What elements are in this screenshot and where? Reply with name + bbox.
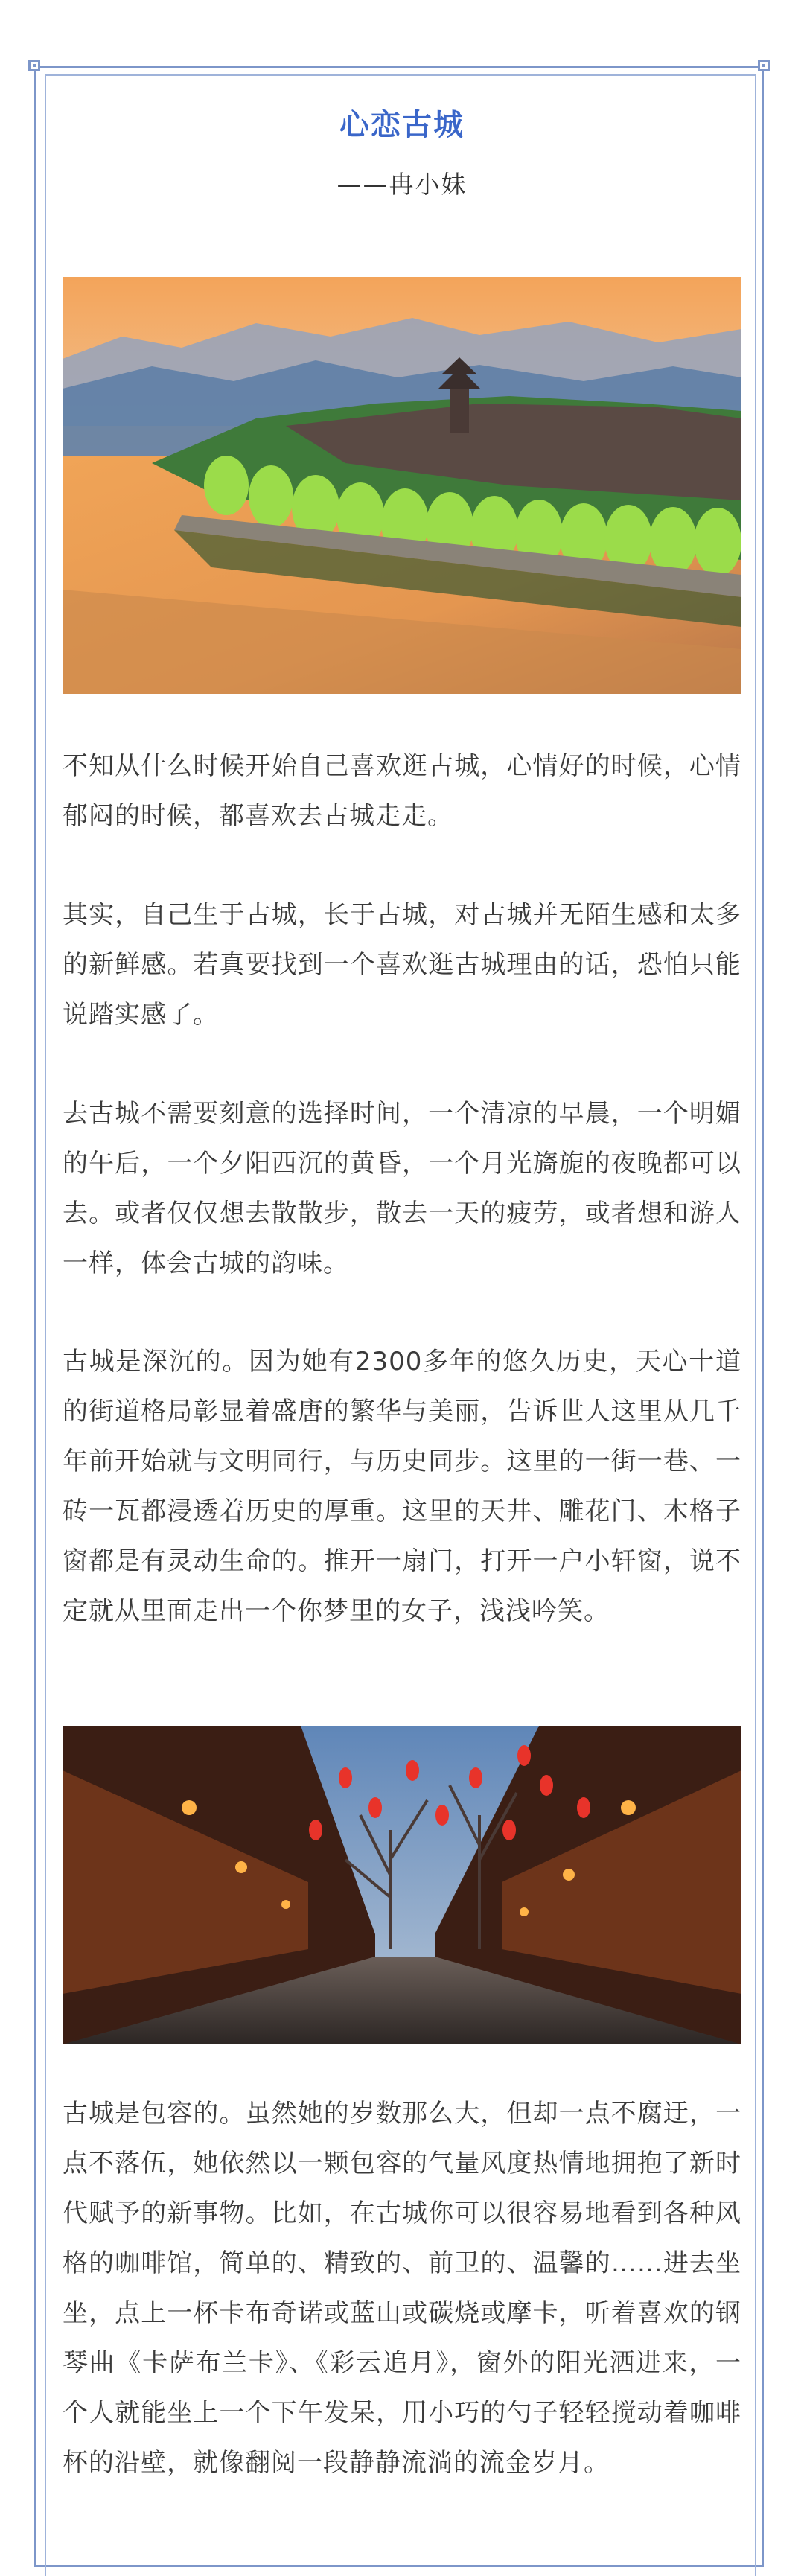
frame-corner-ornament [28, 60, 40, 71]
paragraph: 古城是深沉的。因为她有2300多年的悠久历史，天心十道的街道格局彰显着盛唐的繁华与美丽，告诉世人这里从几千年前开始就与文明同行，与历史同步。这里的一街一巷、一砖一瓦都浸透着历史的厚重。这里的天井、雕花门、木格子窗都是有灵动生命的。推开一扇门，打开一户小轩窗，说不定就从里面走出一个你梦里的女子，浅浅吟笑。 [63, 1347, 741, 1626]
ancient-town-riverside-photo [63, 277, 741, 694]
paragraph: 去古城不需要刻意的选择时间，一个清凉的早晨，一个明媚的午后，一个夕阳西沉的黄昏，一个月光旖旎的夜晚都可以去。或者仅仅想去散散步，散去一天的疲劳，或者想和游人一样，体会古城的韵味。 [63, 1099, 741, 1278]
article-title: 心恋古城 [339, 108, 465, 142]
paragraph: 古城是包容的。虽然她的岁数那么大，但却一点不腐迂，一点不落伍，她依然以一颗包容的气量风度热情地拥抱了新时代赋予的新事物。比如，在古城你可以很容易地看到各种风格的咖啡馆，简单的、精致的、前卫的、温馨的……进去坐坐，点上一杯卡布奇诺或蓝山或碳烧或摩卡，听着喜欢的钢琴曲《卡萨布兰卡》、《彩云追月》，窗外的阳光洒进来，一个人就能坐上一个下午发呆，用小巧的勺子轻轻搅动着咖啡杯的沿壁，就像翻阅一段静静流淌的流金岁月。 [63, 2099, 741, 2478]
paragraph: 不知从什么时候开始自己喜欢逛古城，心情好的时候，心情郁闷的时候，都喜欢去古城走走。 [63, 751, 741, 831]
frame-corner-ornament [758, 60, 770, 71]
article-author: ——冉小妹 [336, 170, 468, 199]
ancient-street-night-photo [63, 1726, 741, 2044]
paragraph: 其实，自己生于古城，长于古城，对古城并无陌生感和太多的新鲜感。若真要找到一个喜欢逛古城理由的话，恐怕只能说踏实感了。 [63, 900, 741, 1030]
